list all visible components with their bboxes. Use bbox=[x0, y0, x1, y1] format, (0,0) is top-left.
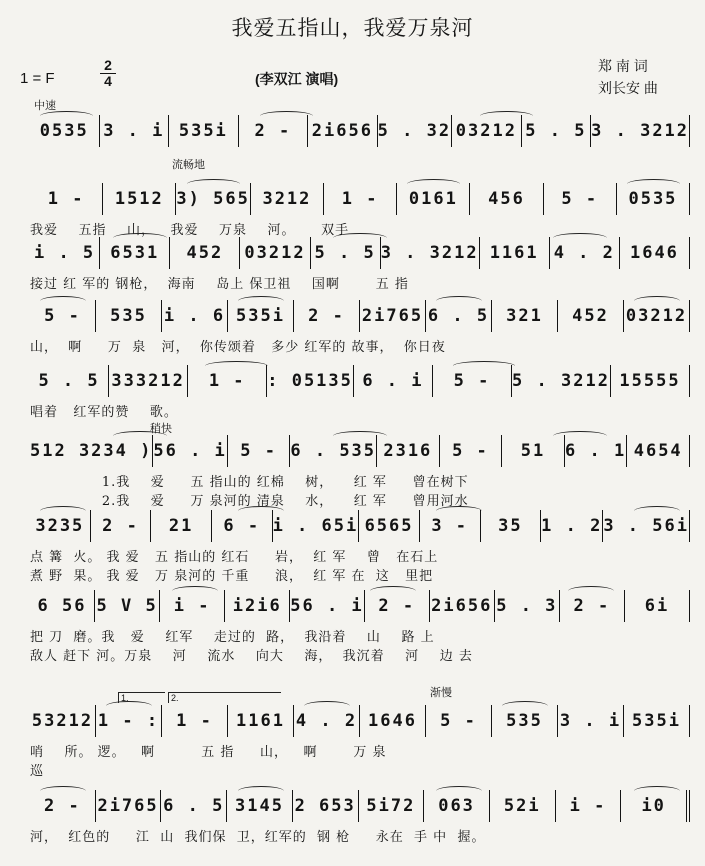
measure: i0 bbox=[621, 790, 690, 822]
notation-row bbox=[30, 590, 690, 622]
measure: 5 . 5 bbox=[30, 365, 109, 397]
measure: 456 bbox=[470, 183, 543, 215]
measure: 5 . 5 bbox=[522, 115, 592, 147]
tempo-mark: 渐慢 bbox=[430, 687, 452, 699]
score-system bbox=[30, 705, 690, 779]
measure: 3 . i bbox=[558, 705, 624, 737]
measure: 53212 bbox=[30, 705, 96, 737]
measure: 1646 bbox=[620, 237, 690, 269]
lyric-line: 点 篝 火。 我 爱 五 指山的 红石 岩， 红 军 曾 在石上 bbox=[30, 550, 439, 565]
measure: 3 . 3212 bbox=[591, 115, 690, 147]
measure: 535i bbox=[169, 115, 239, 147]
lyric-line: 唱着 红军的赞 歌。 bbox=[30, 405, 178, 420]
score-system bbox=[30, 300, 690, 355]
measure: 2 - bbox=[365, 590, 430, 622]
score-system bbox=[30, 435, 690, 509]
measure: i - bbox=[160, 590, 225, 622]
measure: 5 - bbox=[426, 705, 492, 737]
lyric-line: 山， 啊 万 泉 河， 你传颂着 多少 红军的 故事， 你日夜 bbox=[30, 340, 446, 355]
measure: 0535 bbox=[30, 115, 100, 147]
lyric-line: 巡 bbox=[30, 764, 45, 779]
notation-row bbox=[30, 183, 690, 215]
measure: 1 - bbox=[188, 365, 267, 397]
volta-bracket: 1. bbox=[118, 692, 165, 703]
score-system bbox=[30, 115, 690, 147]
tempo-mark: 稍快 bbox=[150, 423, 172, 435]
measure: 063 bbox=[424, 790, 490, 822]
measure: 3145 bbox=[227, 790, 293, 822]
lyric-line: 河， 红色的 江 山 我们保 卫，红军的 钢 枪 永在 手 中 握。 bbox=[30, 830, 486, 845]
measure: 5i72 bbox=[359, 790, 425, 822]
lyric-line: 煮 野 果。 我 爱 万 泉河的 千重 浪， 红 军 在 这 里把 bbox=[30, 569, 434, 584]
notation-row bbox=[30, 300, 690, 332]
lyric-line: 把 刀 磨。我 爱 红军 走过的 路， 我沿着 山 路 上 bbox=[30, 630, 435, 645]
time-signature bbox=[100, 58, 116, 89]
measure: 21 bbox=[151, 510, 212, 542]
measure: 321 bbox=[492, 300, 558, 332]
measure: 5 . 3212 bbox=[512, 365, 611, 397]
measure: 2i765 bbox=[360, 300, 426, 332]
measure: i . 5 bbox=[30, 237, 100, 269]
measure: 2 653 bbox=[293, 790, 359, 822]
measure: 5 . 3 bbox=[495, 590, 560, 622]
measure: 5 . 32 bbox=[378, 115, 452, 147]
measure: 535i bbox=[624, 705, 690, 737]
measure: 535 bbox=[96, 300, 162, 332]
measure: 6531 bbox=[100, 237, 170, 269]
measure: 2i656 bbox=[430, 590, 495, 622]
lyric-line: 1.我 爱 五 指山的 红棉 树， 红 军 曾在树下 bbox=[30, 475, 469, 490]
measure: 2 - bbox=[30, 790, 96, 822]
measure: 3 . 56i bbox=[603, 510, 690, 542]
measure: 5 V 5 bbox=[95, 590, 160, 622]
singer-credit: (李双江 演唱) bbox=[255, 71, 339, 87]
tempo-mark: 流畅地 bbox=[172, 159, 205, 171]
measure: 6 56 bbox=[30, 590, 95, 622]
measure: 3212 bbox=[251, 183, 324, 215]
notation-row bbox=[30, 705, 690, 737]
measure: 512 3234 ) bbox=[30, 435, 153, 467]
measure: 4 . 2 bbox=[550, 237, 620, 269]
measure: 56 . i bbox=[290, 590, 364, 622]
measure: 5 - bbox=[440, 435, 503, 467]
measure: i . 65i bbox=[273, 510, 360, 542]
measure: 1512 bbox=[103, 183, 176, 215]
measure: 5 - bbox=[228, 435, 291, 467]
measure: 6 . 5 bbox=[161, 790, 227, 822]
song-title: 我爱五指山，我爱万泉河 bbox=[231, 16, 474, 40]
measure: 0161 bbox=[397, 183, 470, 215]
lyric-line: 哨 所。 逻。 啊 五 指 山， 啊 万 泉 bbox=[30, 745, 387, 760]
notation-row bbox=[30, 435, 690, 467]
measure: i . 6 bbox=[162, 300, 228, 332]
measure: 4654 bbox=[627, 435, 690, 467]
measure: 15555 bbox=[611, 365, 690, 397]
tempo-mark: 中速 bbox=[34, 100, 56, 112]
measure: 3 - bbox=[420, 510, 481, 542]
measure: 0535 bbox=[617, 183, 690, 215]
measure: 56 . i bbox=[153, 435, 227, 467]
measure: 535i bbox=[228, 300, 294, 332]
measure: 6 . i bbox=[354, 365, 433, 397]
measure: 3 . 3212 bbox=[381, 237, 480, 269]
score-system bbox=[30, 510, 690, 584]
measure: 52i bbox=[490, 790, 556, 822]
measure: 6565 bbox=[359, 510, 420, 542]
measure: 452 bbox=[170, 237, 240, 269]
measure: 1161 bbox=[228, 705, 294, 737]
measure: 1 - bbox=[162, 705, 228, 737]
measure: 535 bbox=[492, 705, 558, 737]
measure: 2316 bbox=[377, 435, 440, 467]
notation-row bbox=[30, 510, 690, 542]
measure: 1 - bbox=[324, 183, 397, 215]
key-signature: 1 = F bbox=[20, 70, 55, 87]
score-system bbox=[30, 183, 690, 238]
measure: 1161 bbox=[480, 237, 550, 269]
measure: i - bbox=[556, 790, 622, 822]
measure: 2i656 bbox=[308, 115, 378, 147]
measure: 1646 bbox=[360, 705, 426, 737]
score-system bbox=[30, 590, 690, 664]
measure: 03212 bbox=[240, 237, 310, 269]
measure: 4 . 2 bbox=[294, 705, 360, 737]
measure: 2 - bbox=[294, 300, 360, 332]
meter-bottom: 4 bbox=[104, 73, 112, 89]
score-system bbox=[30, 790, 690, 845]
measure: 6 - bbox=[212, 510, 273, 542]
measure: 5 . 5 bbox=[311, 237, 381, 269]
lyric-line: 2.我 爱 万 泉河的 清泉 水， 红 军 曾用河水 bbox=[30, 494, 469, 509]
measure: 1 - : bbox=[96, 705, 162, 737]
notation-row bbox=[30, 115, 690, 147]
measure: 35 bbox=[481, 510, 542, 542]
volta-bracket: 2. bbox=[168, 692, 281, 703]
notation-row bbox=[30, 365, 690, 397]
score-system bbox=[30, 365, 690, 420]
notation-row bbox=[30, 790, 690, 822]
measure: 03212 bbox=[624, 300, 690, 332]
lyric-line: 我爱 五指 山， 我爱 万泉 河。 双手 bbox=[30, 223, 350, 238]
measure: 1 - bbox=[30, 183, 103, 215]
measure: 2 - bbox=[239, 115, 309, 147]
measure: 3 . i bbox=[100, 115, 170, 147]
measure: 03212 bbox=[452, 115, 522, 147]
measure: 6 . 1 bbox=[565, 435, 628, 467]
composer-credit: 刘长安 曲 bbox=[598, 80, 658, 96]
lyric-line: 敌人 赶下 河。万泉 河 流水 向大 海， 我沉着 河 边 去 bbox=[30, 649, 473, 664]
measure: 452 bbox=[558, 300, 624, 332]
measure: 333212 bbox=[109, 365, 188, 397]
score-system bbox=[30, 237, 690, 292]
notation-row bbox=[30, 237, 690, 269]
lyric-line: 接过 红 军的 钢枪， 海南 岛上 保卫祖 国啊 五 指 bbox=[30, 277, 409, 292]
meter-top: 2 bbox=[104, 57, 112, 73]
measure: 2i765 bbox=[96, 790, 162, 822]
lyricist-credit: 郑 南 词 bbox=[598, 58, 648, 74]
measure: 3) 565 bbox=[176, 183, 250, 215]
measure: 51 bbox=[502, 435, 565, 467]
measure: i2i6 bbox=[225, 590, 290, 622]
measure: 6 . 535 bbox=[290, 435, 377, 467]
measure: 5 - bbox=[433, 365, 512, 397]
measure: 5 - bbox=[30, 300, 96, 332]
measure: 3235 bbox=[30, 510, 91, 542]
measure: 5 - bbox=[544, 183, 617, 215]
measure: : 05135 bbox=[267, 365, 354, 397]
measure: 2 - bbox=[560, 590, 625, 622]
measure: 6 . 5 bbox=[426, 300, 492, 332]
measure: 1 . 2 bbox=[541, 510, 603, 542]
measure: 6i bbox=[625, 590, 690, 622]
measure: 2 - bbox=[91, 510, 152, 542]
